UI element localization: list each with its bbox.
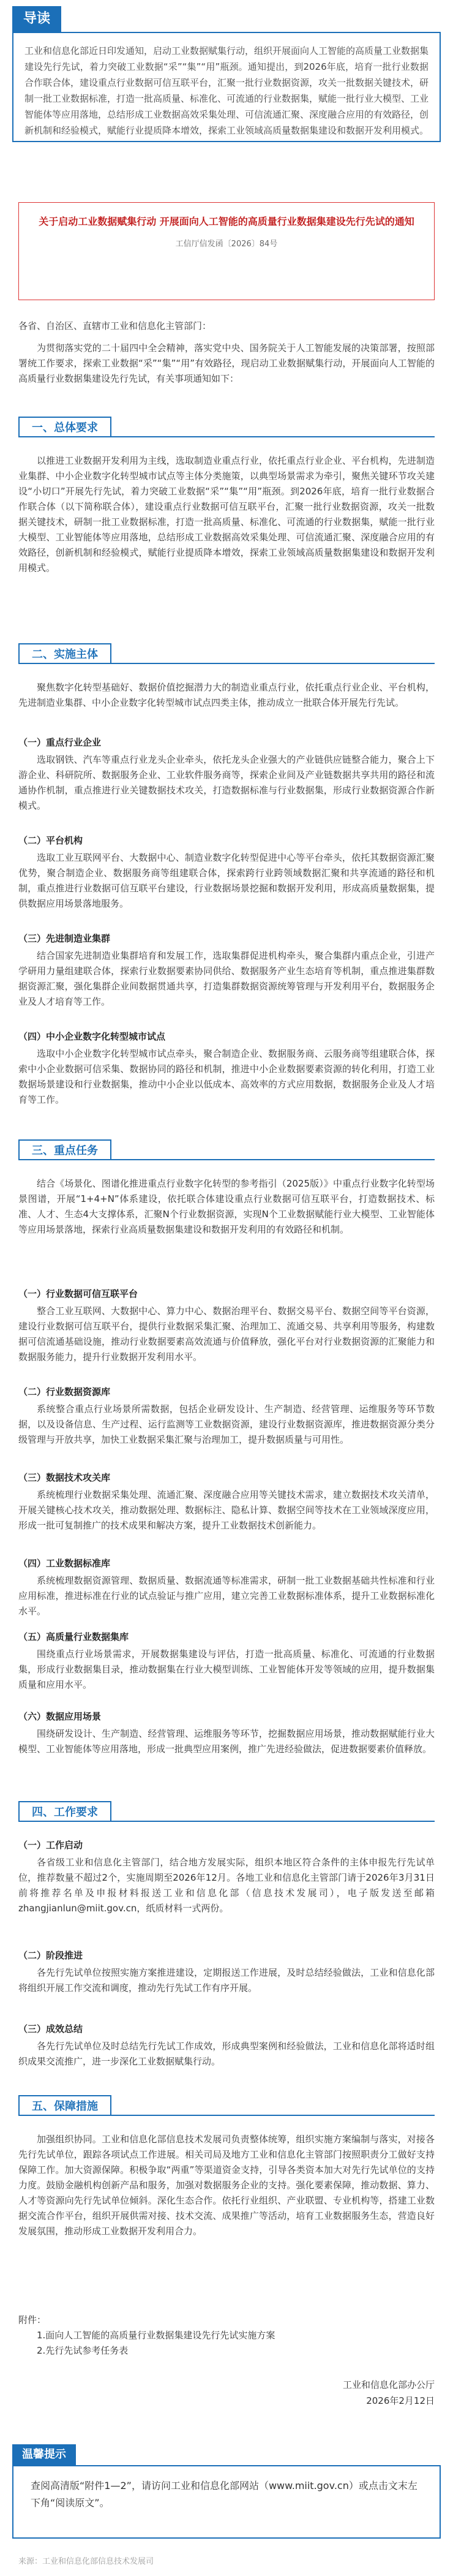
attachment-item: 1.面向人工智能的高质量行业数据集建设先行先试实施方案: [37, 2330, 275, 2341]
subsection-title: （二）行业数据资源库: [18, 1386, 111, 1397]
subsection-title: （二）阶段推进: [18, 1950, 83, 1961]
subsection-text: 选取中小企业数字化转型城市试点牵头，聚合制造企业、数据服务商、云服务商等组建联合体，探索中小企业数据可信采集、数据协同的路径和机制，推进中小企业数据要素资源的转化利用，打造工业数据场景建设和行业数据集，推动中小企业以低成本、高效率的方式应用数据，数据服务企业及人才培育等工作。: [18, 1048, 435, 1105]
subsection-text: 系统整合重点行业场景所需数据，包括企业研发设计、生产制造、经营管理、运维服务等环节数据，以及设备信息、生产过程、运行监测等工业数据资源，建设行业数据资源库，推进数据资源分类分级管理与开放共享，加快工业数据采集汇聚与治理加工，提升数据质量与可用性。: [18, 1403, 435, 1445]
subsection-title: （三）数据技术攻关库: [18, 1472, 111, 1483]
section-3-intro: 结合《场景化、图谱化推进重点行业数字化转型的参考指引（2025版）》中重点行业数字化转型场景图谱，开展“1+4+N”体系建设，依托联合体建设重点行业数据可信互联平台，打造数据技术、标准、人才、生态4大支撑体系，汇聚N个行业数据资源，实现N个工业数据赋能行业大模型、工业智能体等应用场景落地，探索行业高质量数据集建设和数据开发利用的有效路径和机制。: [18, 1178, 435, 1235]
subsection-title: （二）平台机构: [18, 835, 83, 846]
attachment-item: 2.先行先试参考任务表: [37, 2345, 129, 2356]
subsection-text: 结合国家先进制造业集群培育和发展工作，选取集群促进机构牵头，聚合集群内重点企业，引进产学研用力量组建联合体，探索行业数据要素协同供给、数据服务产业生态培育等机制，重点推进集群数据资源汇聚，强化集群企业间数据贯通共享，打造集群数据资源统筹管理与开发利用平台，数据服务企业及人才培育等工作。: [18, 950, 435, 1007]
guide-tag: 导读: [12, 6, 61, 32]
section-5-text: 加强组织协同。工业和信息化部信息技术发展司负责整体统筹，组织实施方案编制与落实，对接各先行先试单位，跟踪各项试点工作进展。相关司局及地方工业和信息化主管部门按照职责分工做好支持保障工作。加大资源保障。积极争取“两重”等渠道资金支持，引导各类资本加大对先行先试单位的支持力度。鼓励金融机构创新产品和服务，加强对数据服务企业的支持。强化要素保障，推动数据、算力、人才等资源向先行先试单位倾斜。深化生态合作。依托行业组织、产业联盟、专业机构等，搭建工业数据交流合作平台，组织开展供需对接、技术交流、成果推广等活动，培育工业数据服务生态，营造良好发展氛围，推动形成工业数据开发利用合力。: [18, 2134, 435, 2237]
subsection-text: 系统梳理行业数据采集处理、流通汇聚、深度融合应用等关键技术需求，建立数据技术攻关清单，开展关键核心技术攻关，推动数据处理、数据标注、隐私计算、数据空间等技术在工业领域深度应用，形成一批可复制推广的技术成果和解决方案，提升工业数据技术创新能力。: [18, 1489, 435, 1531]
attachment-label: 附件：: [18, 2314, 47, 2325]
subsection-text: 整合工业互联网、大数据中心、算力中心、数据治理平台、数据交易平台、数据空间等平台资源，建设行业数据可信互联平台，提供行业数据采集汇聚、治理加工、流通交易、共享利用等服务，构建数据可信流通基础设施，推动行业数据要素高效流通与价值释放，强化平台对行业数据资源的汇聚能力和数据服务能力，提升行业数据开发利用水平。: [18, 1305, 435, 1362]
section-heading-4: [18, 1801, 435, 1824]
subsection-text: 各省级工业和信息化主管部门，结合地方发展实际，组织本地区符合条件的主体申报先行先试单位，推荐数量不超过2个，实施周期至2026年12月。各地工业和信息化主管部门请于2026年3月31日前将推荐名单及申报材料报送工业和信息化部（信息技术发展司），电子版发送至邮箱zhangjianlun@miit.gov.cn，纸质材料一式两份。: [18, 1857, 435, 1914]
section-heading-1: [18, 417, 435, 440]
section-heading-2: [18, 643, 435, 667]
section-label: 五、保障措施: [18, 2095, 111, 2116]
document-number: 工信厅信发函〔2026〕84号: [175, 240, 278, 249]
subsection-text: 选取钢铁、汽车等重点行业龙头企业牵头，依托龙头企业强大的产业链供应链整合能力，聚合上下游企业、科研院所、数据服务企业、工业软件服务商等，探索企业间及产业链数据共享共用的路径和流通协作机制，重点推进行业关键数据技术攻关，打造数据标准与行业数据集，形成行业数据资源合作新模式。: [18, 754, 435, 811]
section-1-text: 以推进工业数据开发利用为主线，选取制造业重点行业，依托重点行业企业、平台机构，先进制造业集群、中小企业数字化转型城市试点等主体分类施策，以典型场景需求为牵引，聚焦关键环节攻关建设“小切口”开展先行先试，着力突破工业数据“采”“集”“用”瓶颈。到2026年底，培育一批行业数据合作联合体（以下简称联合体），建设重点行业数据可信互联平台，汇聚一批行业数据资源，攻关一批数据关键技术，研制一批工业数据标准，打造一批高质量、标准化、可流通的行业数据集，赋能一批行业大模型、工业智能体等应用落地，总结形成工业数据高效采集处理、可信流通汇聚、深度融合应用的有效路径，创新机制和经验模式，赋能行业提质降本增效，探索工业领域高质量数据集建设和数据开发利用模式。: [18, 455, 435, 573]
document-header: [18, 202, 435, 300]
section-2-intro: 聚焦数字化转型基础好、数据价值挖掘潜力大的制造业重点行业，依托重点行业企业、平台机构，先进制造业集群、中小企业数字化转型城市试点四类主体，推动成立一批联合体开展先行先试。: [18, 682, 435, 708]
subsection-title: （三）成效总结: [18, 2023, 83, 2034]
subsection-text: 各先行先试单位及时总结先行先试工作成效，形成典型案例和经验做法，工业和信息化部将适时组织成果交流推广，进一步深化工业数据赋集行动。: [18, 2041, 435, 2067]
subsection-title: （一）行业数据可信互联平台: [18, 1288, 138, 1299]
subsection-title: （四）中小企业数字化转型城市试点: [18, 1031, 166, 1042]
subsection-title: （一）工作启动: [18, 1840, 83, 1851]
subsection-title: （一）重点行业企业: [18, 737, 102, 748]
intro-paragraph: 为贯彻落实党的二十届四中全会精神，落实党中央、国务院关于人工智能发展的决策部署，按照部署统工作要求，探索工业数据“采”“集”“用”有效路径，现启动工业数据赋集行动，开展面向人工智能的高质量行业数据集建设先行先试，有关事项通知如下：: [18, 342, 435, 384]
section-label: 一、总体要求: [18, 417, 111, 437]
signature-date: 2026年2月12日: [366, 2395, 435, 2406]
section-label: 四、工作要求: [18, 1801, 111, 1822]
section-heading-5: [18, 2095, 435, 2118]
subsection-title: （六）数据应用场景: [18, 1711, 102, 1722]
subsection-text: 围绕重点行业场景需求，开展数据集建设与评估，打造一批高质量、标准化、可流通的行业数据集，形成行业数据集目录，推动数据集在行业大模型训练、工业智能体开发等领域的应用，提升数据集质量和应用水平。: [18, 1649, 435, 1690]
subsection-text: 围绕研发设计、生产制造、经营管理、运维服务等环节，挖掘数据应用场景，推动数据赋能行业大模型、工业智能体等应用落地，形成一批典型应用案例，推广先进经验做法，促进数据要素价值释放。: [18, 1728, 435, 1754]
signature-org: 工业和信息化部办公厅: [342, 2379, 435, 2390]
tip-box: [12, 2465, 441, 2539]
document-title: 关于启动工业数据赋集行动 开展面向人工智能的高质量行业数据集建设先行先试的通知: [39, 216, 414, 227]
subsection-text: 选取工业互联网平台、大数据中心、制造业数字化转型促进中心等平台牵头，依托其数据资源汇聚优势，聚合制造企业、数据服务商等组建联合体，探索跨行业跨领域数据汇聚和共享流通的路径和机制，重点推进行业数据可信互联平台建设，行业数据场景挖掘和数据开发利用，形成高质量数据集，提供数据应用场景落地服务。: [18, 852, 435, 909]
source-line: 来源：工业和信息化部信息技术发展司: [18, 2557, 154, 2566]
section-label: 三、重点任务: [18, 1139, 111, 1160]
subsection-text: 各先行先试单位按照实施方案推进建设，定期报送工作进展，及时总结经验做法，工业和信息化部将组织开展工作交流和调度，推动先行先试工作有序开展。: [18, 1967, 435, 1993]
section-heading-3: [18, 1139, 435, 1163]
guide-text: 工业和信息化部近日印发通知，启动工业数据赋集行动，组织开展面向人工智能的高质量工业数据集建设先行先试，着力突破工业数据“采”“集”“用”瓶颈。通知提出，到2026年底，培育一批行业数据合作联合体，建设重点行业数据可信互联平台，汇聚一批行业数据资源，攻关一批数据关键技术，研制一批工业数据标准，打造一批高质量、标准化、可流通的行业数据集，赋能一批行业大模型、工业智能体等应用落地，总结形成工业数据高效采集处理、可信流通汇聚、深度融合应用的有效路径，创新机制和经验模式，赋能行业提质降本增效，探索工业领域高质量数据集建设和数据开发利用模式。: [12, 32, 441, 142]
subsection-title: （四）工业数据标准库: [18, 1558, 111, 1569]
subsection-text: 系统梳理数据资源管理、数据质量、数据流通等标准需求，研制一批工业数据基础共性标准和行业应用标准，推进标准在行业的试点验证与推广应用，建立完善工业数据标准体系，提升工业数据标准化水平。: [18, 1575, 435, 1617]
section-label: 二、实施主体: [18, 643, 111, 664]
salutation: 各省、自治区、直辖市工业和信息化主管部门：: [18, 320, 212, 331]
subsection-title: （五）高质量行业数据集库: [18, 1631, 129, 1642]
tip-tag: 温馨提示: [12, 2444, 76, 2465]
tip-text: 查阅高清版“附件1—2”，请访问工业和信息化部网站（www.miit.gov.cn）或点击文末左下角“阅读原文”。: [31, 2480, 417, 2509]
subsection-title: （三）先进制造业集群: [18, 933, 111, 944]
